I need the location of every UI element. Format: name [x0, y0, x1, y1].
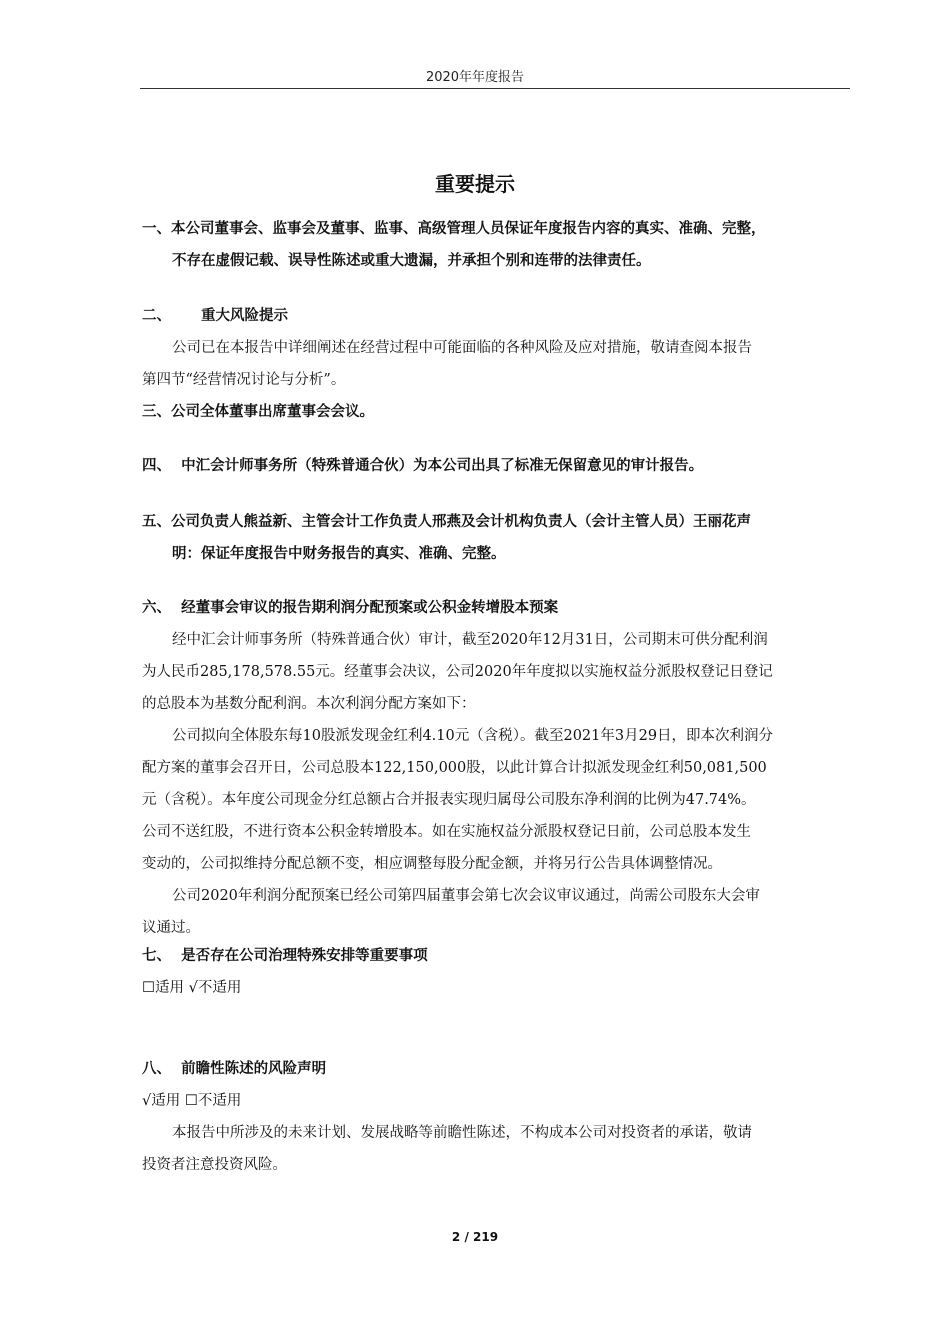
section-7-applicability: ☐适用 √不适用 — [142, 980, 242, 996]
section-1-line-2: 不存在虚假记载、误导性陈述或重大遗漏，并承担个别和连带的法律责任。 — [172, 253, 651, 269]
section-6 — [142, 592, 850, 944]
section-6-line: 经中汇会计师事务所（特殊普通合伙）审计，截至2020年12月31日，公司期末可供分配利润 — [172, 632, 768, 648]
section-7-heading — [142, 940, 850, 972]
section-5 — [142, 506, 850, 570]
section-1 — [142, 213, 850, 277]
section-6-number: 六、 — [142, 600, 171, 616]
section-2-paragraph-line-1: 公司已在本报告中详细阐述在经营过程中可能面临的各种风险及应对措施，敬请查阅本报告 — [172, 340, 752, 356]
page-title: 重要提示 — [435, 172, 515, 196]
section-2-title: 重大风险提示 — [201, 308, 288, 324]
section-6-line: 变动的，公司拟维持分配总额不变，相应调整每股分配金额，并将另行公告具体调整情况。 — [142, 856, 722, 872]
section-6-line: 为人民币285,178,578.55元。经董事会决议，公司2020年年度拟以实施权益分派股权登记日登记 — [142, 664, 773, 680]
section-8-paragraph-line-2: 投资者注意投资风险。 — [142, 1157, 287, 1173]
section-3 — [142, 396, 850, 428]
section-4 — [142, 450, 850, 482]
section-8-heading — [142, 1053, 850, 1085]
section-6-line: 配方案的董事会召开日，公司总股本122,150,000股，以此计算合计拟派发现金红利50,081,500 — [142, 760, 767, 776]
section-7 — [142, 940, 850, 1004]
section-3-line: 三、公司全体董事出席董事会会议。 — [142, 404, 374, 420]
running-header: 2020年年度报告 — [425, 70, 525, 85]
section-7-number: 七、 — [142, 948, 171, 964]
section-8-applicability: √适用 ☐不适用 — [142, 1093, 242, 1109]
section-4-line — [142, 450, 850, 482]
section-6-line: 的总股本为基数分配利润。本次利润分配方案如下： — [142, 696, 476, 712]
section-1-line-1: 一、本公司董事会、监事会及董事、监事、高级管理人员保证年度报告内容的真实、准确、完整， — [142, 221, 766, 237]
section-5-line-1: 五、公司负责人熊益新、主管会计工作负责人邢燕及会计机构负责人（会计主管人员）王丽花声 — [142, 514, 751, 530]
header-rule — [140, 88, 850, 89]
section-8-number: 八、 — [142, 1061, 171, 1077]
section-6-line: 公司不送红股，不进行资本公积金转增股本。如在实施权益分派股权登记日前，公司总股本发生 — [142, 824, 751, 840]
section-8 — [142, 1053, 850, 1181]
section-2 — [142, 300, 850, 396]
section-6-line: 公司2020年利润分配预案已经公司第四届董事会第七次会议审议通过，尚需公司股东大会审 — [172, 888, 760, 904]
section-4-number: 四、 — [142, 458, 171, 474]
section-2-number: 二、 — [142, 308, 171, 324]
section-2-heading — [142, 300, 850, 332]
section-2-paragraph-line-2: 第四节“经营情况讨论与分析”。 — [142, 372, 346, 388]
section-4-text: 中汇会计师事务所（特殊普通合伙）为本公司出具了标准无保留意见的审计报告。 — [181, 458, 704, 474]
section-6-line: 议通过。 — [142, 920, 200, 936]
page-number: 2 / 219 — [451, 1230, 499, 1244]
section-5-line-2: 明：保证年度报告中财务报告的真实、准确、完整。 — [172, 546, 506, 562]
section-8-title: 前瞻性陈述的风险声明 — [181, 1061, 327, 1077]
section-6-line: 公司拟向全体股东每10股派发现金红利4.10元（含税）。截至2021年3月29日，即本次利润分 — [172, 728, 774, 744]
section-6-title: 经董事会审议的报告期利润分配预案或公积金转增股本预案 — [181, 600, 559, 616]
section-6-heading — [142, 592, 850, 624]
section-6-line: 元（含税）。本年度公司现金分红总额占合并报表实现归属母公司股东净利润的比例为47.74%。 — [142, 792, 756, 808]
section-7-title: 是否存在公司治理特殊安排等重要事项 — [181, 948, 428, 964]
section-8-paragraph-line-1: 本报告中所涉及的未来计划、发展战略等前瞻性陈述，不构成本公司对投资者的承诺，敬请 — [172, 1125, 752, 1141]
